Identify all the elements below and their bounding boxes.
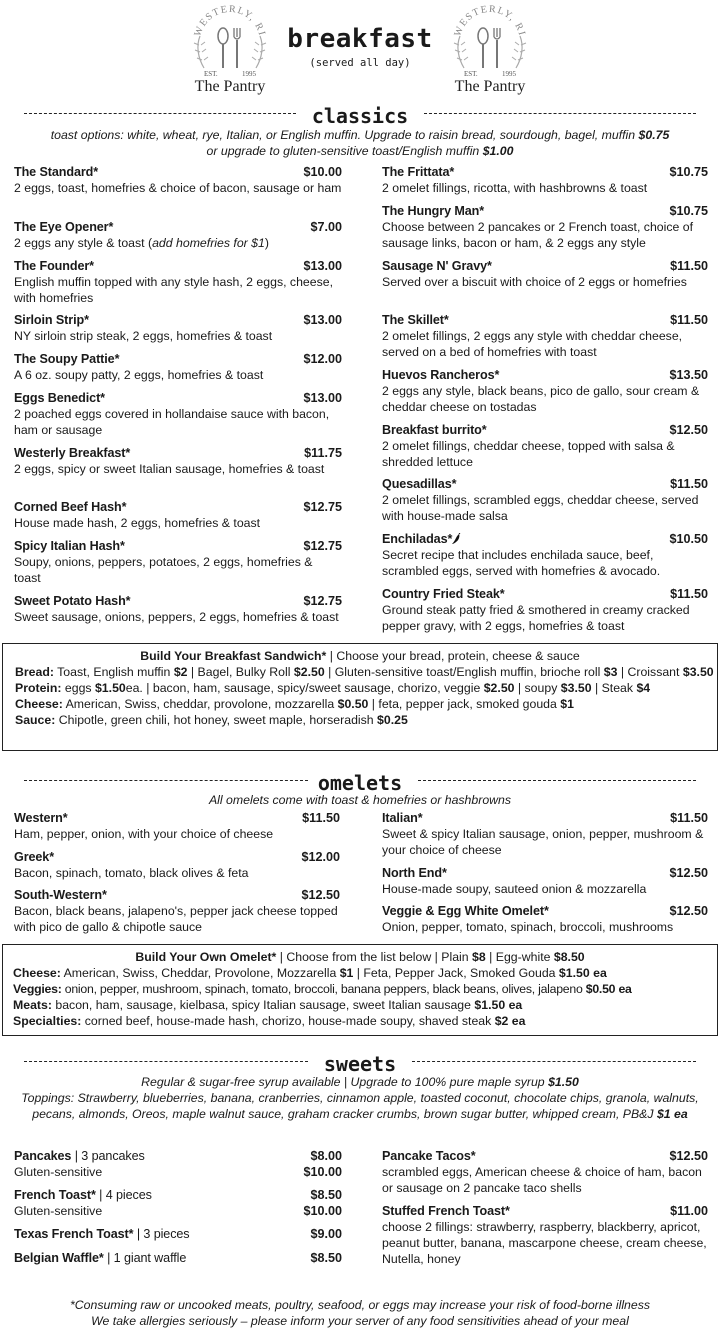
item-name: Corned Beef Hash* <box>14 500 127 514</box>
box-title: Build Your Breakfast Sandwich* | Choose your bread, protein, cheese & sauce <box>140 649 580 663</box>
item-name: Spicy Italian Hash* <box>14 539 125 553</box>
item-variant: Gluten-sensitive <box>14 1165 103 1179</box>
build-sandwich-box <box>2 643 718 751</box>
menu-item <box>382 810 708 858</box>
item-name: Sirloin Strip* <box>14 313 89 327</box>
item-description: Served over a biscuit with choice of 2 eggs or homefries <box>382 275 687 289</box>
item-price: $13.50 <box>669 368 708 382</box>
menu-item <box>382 531 708 579</box>
cheese-options: Cheese: American, Swiss, Cheddar, Provolone, Mozzarella $1 | Feta, Pepper Jack, Smoked Gouda $1.50 ea <box>13 966 607 980</box>
menu-item <box>14 1148 342 1180</box>
item-description: 2 poached eggs covered in hollandaise sauce with bacon, ham or sausage <box>14 407 330 437</box>
menu-item <box>14 312 342 344</box>
menu-item <box>14 164 342 196</box>
item-name: Quesadillas* <box>382 477 457 491</box>
item-description: Choose between 2 pancakes or 2 French toast, choice of sausage links, bacon or ham, & 2 eggs any style <box>382 220 694 250</box>
menu-item <box>14 219 342 251</box>
menu-item <box>382 312 708 360</box>
item-description: Secret recipe that includes enchilada sauce, beef, scrambled eggs, served with homefries & avocado. <box>382 548 661 578</box>
item-price: $12.75 <box>303 500 342 514</box>
item-description: English muffin topped with any style hash, 2 eggs, cheese, with homefries <box>14 275 334 305</box>
menu-item <box>382 476 708 524</box>
item-name: Breakfast burrito* <box>382 423 487 437</box>
item-description: A 6 oz. soupy patty, 2 eggs, homefries & toast <box>14 368 264 382</box>
svg-text:WESTERLY, RI: WESTERLY, RI <box>192 3 268 38</box>
item-name: Veggie & Egg White Omelet* <box>382 904 549 918</box>
item-name: Western* <box>14 811 68 825</box>
item-name: The Founder* <box>14 259 94 273</box>
logo-est: EST. <box>464 70 478 78</box>
menu-item <box>14 1187 342 1219</box>
sweets-heading <box>0 1052 720 1074</box>
item-name: Pancakes | 3 pancakes <box>14 1149 145 1163</box>
item-price: $12.00 <box>303 352 342 366</box>
item-price: $11.50 <box>670 587 708 601</box>
item-price: $10.75 <box>669 204 708 218</box>
menu-item <box>382 865 708 897</box>
item-description: 2 omelet fillings, scrambled eggs, cheddar cheese, served with house-made salsa <box>382 493 699 523</box>
sauce-options: Sauce: Chipotle, green chili, hot honey, sweet maple, horseradish $0.25 <box>15 713 408 727</box>
section-title-classics: classics <box>302 104 418 128</box>
item-price: $13.00 <box>303 259 342 273</box>
menu-item <box>382 164 708 196</box>
item-description: House made hash, 2 eggs, homefries & toast <box>14 516 261 530</box>
item-name: Italian* <box>382 811 423 825</box>
item-description: 2 omelet fillings, 2 eggs any style with cheddar cheese, served on a bed of homefries with toast <box>382 329 683 359</box>
item-price: $11.50 <box>670 259 708 273</box>
menu-item <box>14 351 342 383</box>
item-price: $11.50 <box>670 313 708 327</box>
item-name: Belgian Waffle* | 1 giant waffle <box>14 1251 187 1265</box>
item-name: Sweet Potato Hash* <box>14 594 131 608</box>
item-description: 2 omelet fillings, cheddar cheese, topped with salsa & shredded lettuce <box>382 439 675 469</box>
svg-text:WESTERLY, RI: WESTERLY, RI <box>452 3 528 38</box>
item-name: Huevos Rancheros* <box>382 368 500 382</box>
item-description: 2 eggs, spicy or sweet Italian sausage, homefries & toast <box>14 462 325 476</box>
build-omelet-box <box>2 944 718 1036</box>
item-price: $12.75 <box>303 539 342 553</box>
item-description: Ground steak patty fried & smothered in creamy cracked pepper gravy, with 2 eggs, homefries & toast <box>382 603 690 633</box>
item-variant-price: $10.00 <box>303 1165 342 1179</box>
item-price: $13.00 <box>303 313 342 327</box>
item-name: The Hungry Man* <box>382 204 485 218</box>
toppings-note: Toppings: Strawberry, blueberries, banana, cranberries, cinnamon apple, toasted coconut, chocolate chips, granola, walnuts, pecans, almonds, Oreos, maple walnut sauce, graham cracker crumbs, brown sugar butter, whipped cream, PB&J $1 ea <box>21 1091 699 1121</box>
syrup-note: Regular & sugar-free syrup available | Upgrade to 100% pure maple syrup $1.50 <box>141 1075 579 1089</box>
menu-item <box>382 903 708 935</box>
item-price: $11.50 <box>670 811 708 825</box>
menu-item <box>382 258 708 290</box>
item-name: The Skillet* <box>382 313 449 327</box>
item-price: $9.00 <box>310 1227 342 1241</box>
item-description: Sweet sausage, onions, peppers, 2 eggs, homefries & toast <box>14 610 339 624</box>
item-name: Texas French Toast* | 3 pieces <box>14 1227 190 1241</box>
page-title: breakfast <box>287 24 433 54</box>
menu-item <box>14 538 342 586</box>
menu-item <box>382 367 708 415</box>
menu-item <box>14 810 340 842</box>
chili-pepper-icon <box>452 533 461 545</box>
item-name: South-Western* <box>14 888 107 902</box>
item-name: The Eye Opener* <box>14 220 114 234</box>
menu-item <box>382 203 708 251</box>
item-price: $10.75 <box>669 165 708 179</box>
item-price: $12.50 <box>669 423 708 437</box>
item-name: The Standard* <box>14 165 99 179</box>
item-price: $12.50 <box>669 866 708 880</box>
item-description: Bacon, black beans, jalapeno's, pepper jack cheese topped with pico de gallo & chipotle sauce <box>14 904 338 934</box>
item-price: $12.75 <box>303 594 342 608</box>
item-price: $12.50 <box>669 904 708 918</box>
item-name: Sausage N' Gravy* <box>382 259 492 273</box>
item-price: $12.50 <box>301 888 340 902</box>
item-price: $11.50 <box>302 811 340 825</box>
box-title: Build Your Own Omelet* | Choose from the list below | Plain $8 | Egg-white $8.50 <box>135 950 585 964</box>
omelets-note: All omelets come with toast & homefries or hashbrowns <box>208 793 512 807</box>
logo-name: The Pantry <box>454 78 526 95</box>
item-price: $11.75 <box>304 446 342 460</box>
item-description: 2 eggs any style & toast (add homefries for $1) <box>14 236 269 250</box>
pantry-logo-right <box>444 2 536 96</box>
item-description: 2 eggs any style, black beans, pico de gallo, sour cream & cheddar cheese on tostadas <box>382 384 700 414</box>
menu-item <box>382 1203 708 1267</box>
item-price: $8.00 <box>310 1149 342 1163</box>
menu-item <box>382 422 708 470</box>
item-price: $12.00 <box>301 850 340 864</box>
item-price: $13.00 <box>303 391 342 405</box>
item-price: $8.50 <box>310 1251 342 1265</box>
item-description: scrambled eggs, American cheese & choice of ham, bacon or sausage on 2 pancake taco shells <box>382 1165 702 1195</box>
logo-est: EST. <box>204 70 218 78</box>
section-title-sweets: sweets <box>314 1052 406 1076</box>
classics-heading <box>0 104 720 126</box>
item-price: $7.00 <box>310 220 342 234</box>
menu-item <box>14 1250 342 1266</box>
item-variant: Gluten-sensitive <box>14 1204 103 1218</box>
item-name: Westerly Breakfast* <box>14 446 131 460</box>
item-description: House-made soupy, sauteed onion & mozzarella <box>382 882 647 896</box>
meat-options: Meats: bacon, ham, sausage, kielbasa, spicy Italian sausage, sweet Italian sausage $1.50 ea <box>13 998 523 1012</box>
item-name: The Frittata* <box>382 165 455 179</box>
protein-options: Protein: eggs $1.50ea. | bacon, ham, sausage, spicy/sweet sausage, chorizo, veggie $2.50 | soupy $3.50 | Steak $4 <box>15 681 651 695</box>
menu-item <box>14 1226 342 1242</box>
item-price: $12.50 <box>669 1149 708 1163</box>
section-title-omelets: omelets <box>308 771 412 795</box>
item-price: $11.50 <box>670 477 708 491</box>
specialty-options: Specialties: corned beef, house-made hash, chorizo, house-made soupy, shaved steak $2 ea <box>13 1014 526 1028</box>
menu-item <box>14 445 342 477</box>
menu-item <box>14 258 342 306</box>
item-name: Greek* <box>14 850 55 864</box>
page-subtitle: (served all day) <box>309 57 411 69</box>
item-description: 2 eggs, toast, homefries & choice of bacon, sausage or ham <box>14 181 342 195</box>
item-price: $11.00 <box>670 1204 708 1218</box>
item-description: Sweet & spicy Italian sausage, onion, pepper, mushroom & your choice of cheese <box>382 827 704 857</box>
item-description: choose 2 fillings: strawberry, raspberry, blackberry, apricot, peanut butter, banana, mascarpone cheese, cream cheese, Nutella, honey <box>382 1220 707 1266</box>
menu-item <box>382 1148 708 1196</box>
item-description: Ham, pepper, onion, with your choice of cheese <box>14 827 274 841</box>
item-description: 2 omelet fillings, ricotta, with hashbrowns & toast <box>382 181 648 195</box>
item-price: $10.00 <box>303 165 342 179</box>
menu-item <box>14 887 340 935</box>
item-name: Eggs Benedict* <box>14 391 105 405</box>
toast-options-note: toast options: white, wheat, rye, Italian, or English muffin. Upgrade to raisin bread, sourdough, bagel, muffin $0.75 or upgrade to gluten-sensitive toast/English muffin $1.00 <box>50 128 670 158</box>
item-price: $8.50 <box>310 1188 342 1202</box>
item-price: $10.50 <box>669 532 708 546</box>
logo-year: 1995 <box>502 70 516 78</box>
item-name: Enchiladas* <box>382 531 708 547</box>
item-variant-price: $10.00 <box>303 1204 342 1218</box>
veggie-options: Veggies: onion, pepper, mushroom, spinach, tomato, broccoli, banana peppers, black beans, olives, jalapeno $0.50 ea <box>13 982 632 996</box>
allergy-notice: We take allergies seriously – please inform your server of any food sensitivities ahead of your meal <box>91 1314 629 1328</box>
food-safety-disclaimer: *Consuming raw or uncooked meats, poultry, seafood, or eggs may increase your risk of food-borne illness <box>69 1298 651 1312</box>
menu-item <box>14 390 342 438</box>
item-name: Pancake Tacos* <box>382 1149 476 1163</box>
logo-name: The Pantry <box>194 78 266 95</box>
item-name: Country Fried Steak* <box>382 587 505 601</box>
item-description: Soupy, onions, peppers, potatoes, 2 eggs, homefries & toast <box>14 555 313 585</box>
item-name: French Toast* | 4 pieces <box>14 1188 152 1202</box>
bread-options: Bread: Toast, English muffin $2 | Bagel, Bulky Roll $2.50 | Gluten-sensitive toast/English muffin, brioche roll $3 | Croissant $3.50 <box>15 665 714 679</box>
menu-item <box>14 849 340 881</box>
cheese-options: Cheese: American, Swiss, cheddar, provolone, mozzarella $0.50 | feta, pepper jack, smoked gouda $1 <box>15 697 574 711</box>
item-description: NY sirloin strip steak, 2 eggs, homefries & toast <box>14 329 273 343</box>
menu-item <box>382 586 708 634</box>
logo-year: 1995 <box>242 70 256 78</box>
pantry-emblem-icon <box>444 2 536 74</box>
item-name: The Soupy Pattie* <box>14 352 120 366</box>
item-description: Onion, pepper, tomato, spinach, broccoli, mushrooms <box>382 920 674 934</box>
item-description: Bacon, spinach, tomato, black olives & feta <box>14 866 249 880</box>
item-name: Stuffed French Toast* <box>382 1204 510 1218</box>
omelets-heading <box>0 771 720 793</box>
item-name: North End* <box>382 866 447 880</box>
menu-item <box>14 593 342 625</box>
menu-item <box>14 499 342 531</box>
